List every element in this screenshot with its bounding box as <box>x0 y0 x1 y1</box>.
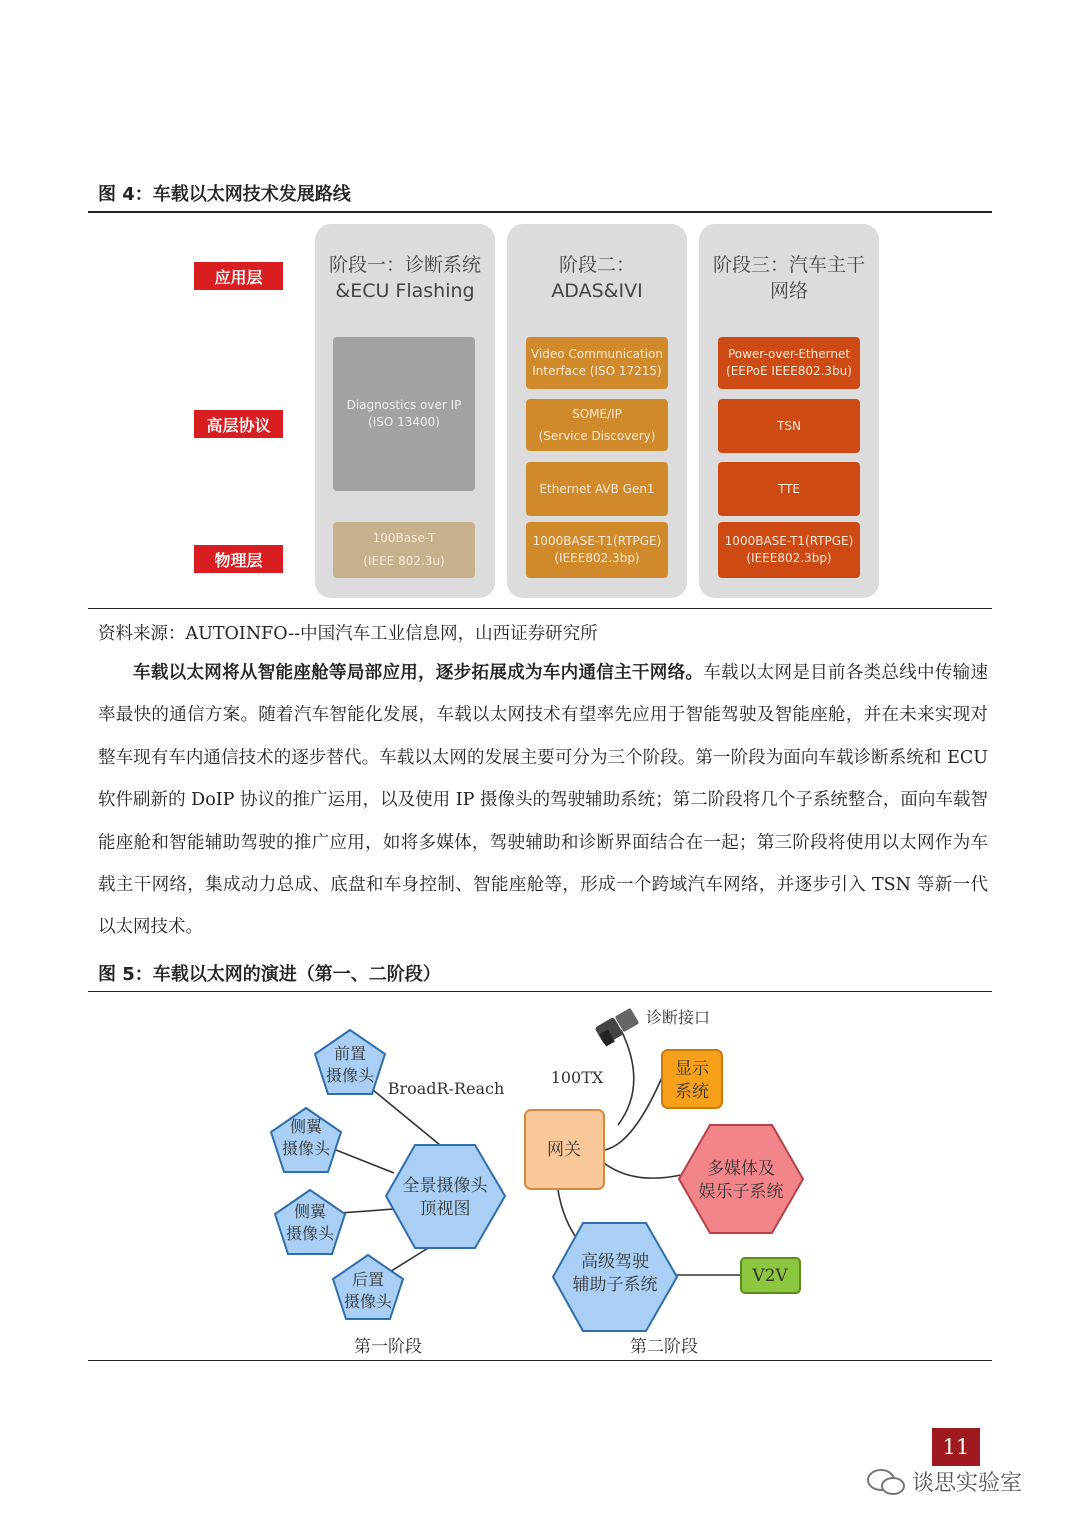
layer-tag-application: 应用层 <box>194 262 283 290</box>
figure5-bottom-rule <box>88 1360 992 1361</box>
svg-text:摄像头: 摄像头 <box>285 1224 335 1243</box>
body-lead-bold: 车载以太网将从智能座舱等局部应用，逐步拓展成为车内通信主干网络。 <box>133 663 704 683</box>
svg-text:娱乐子系统: 娱乐子系统 <box>698 1182 784 1202</box>
broadr-reach-label: BroadR-Reach <box>387 1079 505 1098</box>
watermark-text: 谈思实验室 <box>912 1471 1023 1496</box>
vci-box: Video Communication Interface (ISO 17215) <box>526 337 668 389</box>
svg-text:摄像头: 摄像头 <box>343 1292 393 1311</box>
svg-text:高级驾驶: 高级驾驶 <box>581 1252 649 1272</box>
evolution-diagram <box>88 995 992 1360</box>
stage3-phy-box: 1000BASE-T1(RTPGE) (IEEE802.3bp) <box>718 522 860 578</box>
layer-tag-physical: 物理层 <box>194 545 283 573</box>
avb-box: Ethernet AVB Gen1 <box>526 462 668 516</box>
figure5-title: 图 5：车载以太网的演进（第一、二阶段） <box>98 964 441 985</box>
diag-port-label: 诊断接口 <box>645 1008 711 1027</box>
body-text: 车载以太网是目前各类总线中传输速率最快的通信方案。随着汽车智能化发展，车载以太网技术有望率先应用于智能驾驶及智能座舱，并在未来实现对整车现有车内通信技术的逐步替代。车载以太网的发展主要可分为三个阶段。第一阶段为面向车载诊断系统和 ECU 软件刷新的 DoIP 协议的推广运用，以及使用 IP 摄像头的驾驶辅助系统；第二阶段将几个子系统整合，面向车载智能座舱和智能辅助驾驶的推广应用，如将多媒体，驾驶辅助和诊断界面结合在一起；第三阶段将使用以太网作为车载主干网络，集成动力总成、底盘和车身控制、智能座舱等，形成一个跨域汽车网络，并逐步引入 TSN 等新一代以太网技术。 <box>98 663 989 938</box>
stage1-label: 第一阶段 <box>354 1337 422 1357</box>
svg-text:显示: 显示 <box>675 1059 709 1079</box>
svg-text:顶视图: 顶视图 <box>419 1199 471 1219</box>
svg-text:摄像头: 摄像头 <box>281 1139 331 1158</box>
poe-box: Power-over-Ethernet (EEPoE IEEE802.3bu) <box>718 337 860 389</box>
page-number: 11 <box>932 1428 980 1466</box>
svg-text:系统: 系统 <box>675 1082 709 1102</box>
svg-text:摄像头: 摄像头 <box>325 1066 375 1085</box>
multimedia-node <box>679 1125 803 1233</box>
side-camera-2-node <box>275 1190 345 1254</box>
someip-box: SOME/IP (Service Discovery) <box>526 399 668 451</box>
watermark <box>866 1466 1022 1497</box>
tx-label: 100TX <box>550 1068 604 1087</box>
stage1-phy-box: 100Base-T (IEEE 802.3u) <box>333 522 475 578</box>
figure4-bottom-rule <box>88 608 992 609</box>
svg-text:侧翼: 侧翼 <box>289 1117 323 1136</box>
svg-text:V2V: V2V <box>752 1266 788 1286</box>
layer-tag-protocol: 高层协议 <box>194 410 283 438</box>
svg-text:侧翼: 侧翼 <box>293 1202 327 1221</box>
svg-text:多媒体及: 多媒体及 <box>707 1159 775 1179</box>
figure4-source: 资料来源：AUTOINFO--中国汽车工业信息网，山西证券研究所 <box>98 624 598 644</box>
svg-text:网关: 网关 <box>547 1140 581 1160</box>
surround-view-node <box>386 1145 505 1248</box>
stage2-label: 第二阶段 <box>630 1337 698 1357</box>
tte-box: TTE <box>718 462 860 516</box>
doip-box: Diagnostics over IP (ISO 13400) <box>333 337 475 491</box>
figure5-top-rule <box>88 991 992 992</box>
figure4-title: 图 4：车载以太网技术发展路线 <box>98 184 351 205</box>
stage2-title: 阶段二： ADAS&IVI <box>551 254 643 302</box>
body-paragraph <box>98 652 988 949</box>
svg-text:前置: 前置 <box>333 1044 367 1063</box>
svg-text:后置: 后置 <box>351 1270 385 1289</box>
svg-text:全景摄像头: 全景摄像头 <box>402 1176 488 1196</box>
figure4-top-rule <box>88 211 992 213</box>
stage2-phy-box: 1000BASE-T1(RTPGE) (IEEE802.3bp) <box>526 522 668 578</box>
stage1-title: 阶段一：诊断系统 &ECU Flashing <box>328 254 481 302</box>
tsn-box: TSN <box>718 399 860 453</box>
svg-text:辅助子系统: 辅助子系统 <box>572 1275 658 1295</box>
wechat-icon <box>866 1467 906 1497</box>
obd-connector-icon <box>594 1008 639 1047</box>
stage3-title: 阶段三：汽车主干 网络 <box>712 254 865 302</box>
